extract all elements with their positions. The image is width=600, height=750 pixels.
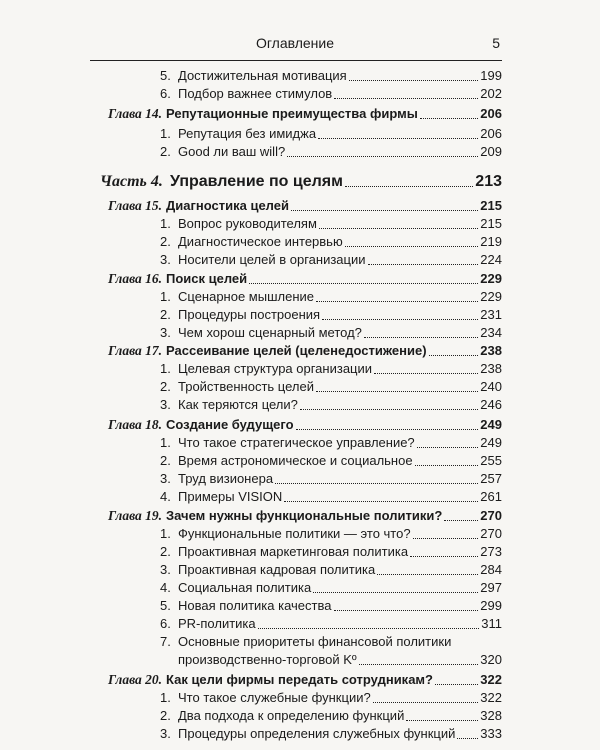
dot-leader [316, 391, 478, 392]
entry-title: Проактивная маркетинговая политика [178, 544, 409, 559]
dot-leader [322, 319, 478, 320]
dot-leader [249, 283, 478, 284]
dot-leader [318, 138, 478, 139]
entry-title: Зачем нужны функциональные политики? [166, 508, 443, 523]
dot-leader [429, 355, 478, 356]
entry-number: 1. [160, 216, 171, 231]
part-label: Часть 4. [100, 173, 163, 190]
entry-title: Вопрос руководителям [178, 216, 317, 231]
entry-title: Социальная политика [178, 580, 312, 595]
entry-page-number: 224 [480, 252, 502, 267]
entry-title: Диагностика целей [166, 198, 289, 213]
chapter-label: Глава 20. [108, 672, 163, 687]
entry-number: 6. [160, 86, 171, 101]
entry-page-number: 215 [480, 198, 502, 213]
entry-title: Труд визионера [178, 471, 274, 486]
entry-page-number: 249 [480, 435, 502, 450]
entry-page-number: 238 [480, 361, 502, 376]
entry-number: 1. [160, 126, 171, 141]
entry-title: Тройственность целей [178, 379, 314, 394]
dot-leader [359, 664, 478, 665]
entry-number: 2. [160, 544, 171, 559]
entry-page-number: 322 [480, 672, 502, 687]
entry-page-number: 231 [480, 307, 502, 322]
entry-number: 6. [160, 616, 171, 631]
entry-page-number: 255 [480, 453, 502, 468]
toc-chapter-row [0, 196, 600, 216]
entry-page-number: 322 [480, 690, 502, 705]
entry-page-number: 202 [480, 86, 502, 101]
running-head [90, 35, 500, 53]
toc-entry-row [0, 560, 600, 580]
entry-title: Сценарное мышление [178, 289, 315, 304]
entry-title: Что такое стратегическое управление? [178, 435, 415, 450]
dot-leader [374, 373, 478, 374]
entry-page-number: 249 [480, 417, 502, 432]
dot-leader [415, 465, 478, 466]
dot-leader [457, 738, 478, 739]
header-rule [90, 60, 502, 61]
dot-leader [300, 409, 478, 410]
dot-leader [417, 447, 478, 448]
entry-page-number: 273 [480, 544, 502, 559]
entry-title: Как цели фирмы передать сотрудникам? [166, 672, 433, 687]
toc-chapter-row [0, 415, 600, 435]
toc-entry-row [0, 305, 600, 325]
toc-entry-row [0, 250, 600, 270]
entry-number: 4. [160, 489, 171, 504]
entry-title: Два подхода к определению функций [178, 708, 405, 723]
dot-leader [364, 337, 478, 338]
toc-entry-row [0, 688, 600, 708]
dot-leader [413, 538, 478, 539]
entry-page-number: 320 [480, 652, 502, 667]
toc-entry-row [0, 142, 600, 162]
entry-title: Время астрономическое и социальное [178, 453, 413, 468]
entry-title: Создание будущего [166, 417, 294, 432]
chapter-label: Глава 16. [108, 271, 163, 286]
dot-leader [284, 501, 478, 502]
entry-number: 3. [160, 726, 171, 741]
entry-number: 1. [160, 435, 171, 450]
entry-title: Процедуры построения [178, 307, 321, 322]
entry-title: производственно-торговой Kº [178, 652, 357, 667]
entry-title: Проактивная кадровая политика [178, 562, 376, 577]
entry-number: 3. [160, 397, 171, 412]
entry-title: Новая политика качества [178, 598, 332, 613]
entry-number: 2. [160, 307, 171, 322]
entry-page-number: 240 [480, 379, 502, 394]
toc-entry-row [0, 724, 600, 744]
dot-leader [410, 556, 478, 557]
entry-title: Целевая структура организации [178, 361, 373, 376]
toc-part-row [0, 172, 600, 192]
toc-chapter-row [0, 341, 600, 361]
dot-leader [368, 264, 478, 265]
toc-entry-row [0, 632, 600, 652]
entry-number: 2. [160, 144, 171, 159]
entry-page-number: 328 [480, 708, 502, 723]
entry-page-number: 297 [480, 580, 502, 595]
entry-number: 3. [160, 471, 171, 486]
entry-number: 7. [160, 634, 171, 649]
dot-leader [316, 301, 478, 302]
entry-number: 3. [160, 325, 171, 340]
dot-leader [345, 246, 478, 247]
entry-page-number: 215 [480, 216, 502, 231]
entry-page-number: 229 [480, 289, 502, 304]
entry-page-number: 257 [480, 471, 502, 486]
chapter-label: Глава 18. [108, 417, 163, 432]
dot-leader [349, 80, 478, 81]
dot-leader [291, 210, 478, 211]
toc-entry-row [0, 451, 600, 471]
entry-title: Как теряются цели? [178, 397, 298, 412]
entry-number: 1. [160, 289, 171, 304]
toc-chapter-row [0, 670, 600, 690]
entry-number: 2. [160, 234, 171, 249]
toc-entry-row [0, 578, 600, 598]
chapter-label: Глава 14. [108, 106, 163, 121]
toc-entry-row [0, 84, 600, 104]
toc-entry-row [0, 359, 600, 379]
entry-page-number: 234 [480, 325, 502, 340]
toc-entry-row [0, 232, 600, 252]
entry-title: Носители целей в организации [178, 252, 366, 267]
entry-page-number: 246 [480, 397, 502, 412]
dot-leader [373, 702, 478, 703]
entry-page-number: 333 [480, 726, 502, 741]
entry-number: 2. [160, 708, 171, 723]
entry-title: Основные приоритеты финансовой политики [178, 634, 452, 649]
entry-title: Рассеивание целей (целенедостижение) [166, 343, 427, 358]
entry-title: PR-политика [178, 616, 256, 631]
entry-page-number: 209 [480, 144, 502, 159]
dot-leader [345, 186, 473, 187]
entry-number: 4. [160, 580, 171, 595]
entry-number: 1. [160, 526, 171, 541]
entry-number: 1. [160, 361, 171, 376]
toc-chapter-row [0, 506, 600, 526]
entry-page-number: 206 [480, 106, 502, 121]
entry-title: Процедуры определения служебных функций [178, 726, 456, 741]
toc-chapter-row [0, 269, 600, 289]
entry-page-number: 270 [480, 526, 502, 541]
entry-title: Что такое служебные функции? [178, 690, 371, 705]
entry-page-number: 219 [480, 234, 502, 249]
toc-entry-row [0, 596, 600, 616]
dot-leader [313, 592, 478, 593]
entry-number: 2. [160, 453, 171, 468]
dot-leader [319, 228, 478, 229]
dot-leader [420, 118, 478, 119]
entry-title: Функциональные политики — это что? [178, 526, 411, 541]
toc-entry-row [0, 287, 600, 307]
chapter-label: Глава 19. [108, 508, 163, 523]
entry-title: Примеры VISION [178, 489, 283, 504]
entry-title: Диагностическое интервью [178, 234, 343, 249]
toc-entry-row [0, 650, 600, 670]
chapter-label: Глава 17. [108, 343, 163, 358]
toc-entry-row [0, 433, 600, 453]
entry-page-number: 311 [481, 616, 502, 631]
dot-leader [334, 98, 478, 99]
dot-leader [444, 520, 478, 521]
entry-page-number: 206 [480, 126, 502, 141]
toc-entry-row [0, 542, 600, 562]
dot-leader [275, 483, 478, 484]
entry-title: Подбор важнее стимулов [178, 86, 333, 101]
dot-leader [296, 429, 478, 430]
entry-title: Репутационные преимущества фирмы [166, 106, 418, 121]
entry-page-number: 299 [480, 598, 502, 613]
toc-entry-row [0, 487, 600, 507]
entry-title: Репутация без имиджа [178, 126, 317, 141]
running-head-page-number: 5 [492, 35, 500, 51]
dot-leader [258, 628, 479, 629]
running-head-title: Оглавление [255, 35, 335, 51]
entry-number: 5. [160, 598, 171, 613]
toc-entry-row [0, 395, 600, 415]
entry-number: 3. [160, 252, 171, 267]
toc-entry-row [0, 66, 600, 86]
dot-leader [377, 574, 478, 575]
toc-entry-row [0, 706, 600, 726]
entry-page-number: 199 [480, 68, 502, 83]
entry-title: Управление по целям [170, 173, 343, 190]
entry-page-number: 284 [480, 562, 502, 577]
entry-title: Good ли ваш will? [178, 144, 286, 159]
toc-entry-row [0, 124, 600, 144]
chapter-label: Глава 15. [108, 198, 163, 213]
entry-title: Достижительная мотивация [178, 68, 347, 83]
toc-entry-row [0, 469, 600, 489]
dot-leader [287, 156, 478, 157]
dot-leader [334, 610, 478, 611]
entry-title: Чем хорош сценарный метод? [178, 325, 362, 340]
entry-number: 2. [160, 379, 171, 394]
toc-entry-row [0, 614, 600, 634]
toc-entry-row [0, 214, 600, 234]
entry-number: 1. [160, 690, 171, 705]
toc-entry-row [0, 323, 600, 343]
toc-entry-row [0, 377, 600, 397]
toc-entry-row [0, 524, 600, 544]
entry-page-number: 238 [480, 343, 502, 358]
dot-leader [406, 720, 478, 721]
entry-page-number: 261 [480, 489, 502, 504]
entry-title: Поиск целей [166, 271, 248, 286]
toc-chapter-row [0, 104, 600, 124]
entry-number: 3. [160, 562, 171, 577]
entry-number: 5. [160, 68, 171, 83]
entry-page-number: 213 [475, 173, 502, 190]
entry-page-number: 270 [480, 508, 502, 523]
dot-leader [435, 684, 478, 685]
entry-page-number: 229 [480, 271, 502, 286]
